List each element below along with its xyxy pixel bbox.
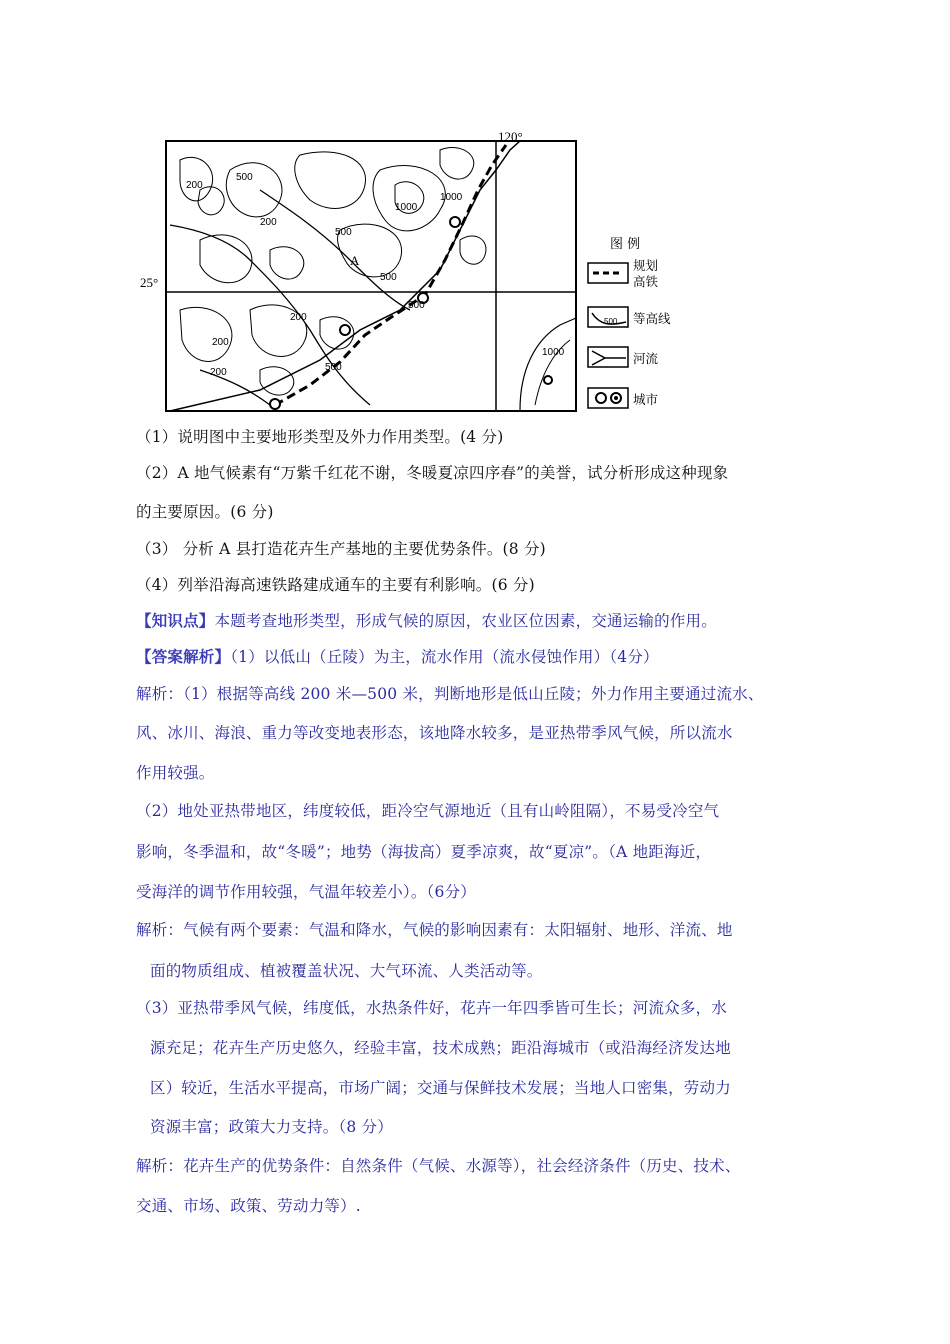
svg-text:200: 200	[186, 180, 203, 191]
legend-contour-label: 等高线	[633, 311, 671, 326]
question-2: （2）A 地气候素有“万紫千红花不谢，冬暖夏凉四序春”的美誉，试分析形成这种现象	[136, 464, 729, 482]
svg-text:200: 200	[260, 217, 277, 228]
svg-text:200: 200	[212, 337, 229, 348]
map-frame	[166, 141, 576, 411]
cities	[270, 217, 552, 409]
svg-text:500: 500	[335, 227, 352, 238]
analysis-line: 资源丰富；政策大力支持。（8 分）	[150, 1118, 393, 1136]
contour-map-figure	[140, 130, 700, 415]
legend-railway-label-1: 规划	[633, 258, 659, 273]
analysis-line: 影响，冬季温和，故“冬暖”；地势（海拔高）夏季凉爽，故“夏凉”。（A 地距海近，	[136, 843, 712, 861]
inset-coast	[520, 318, 576, 410]
analysis-line: 解析：（1）根据等高线 200 米—500 米，判断地形是低山丘陵；外力作用主要通过流水、	[136, 685, 764, 703]
knowledge-point	[136, 611, 717, 631]
answer-tag: 【答案解析】	[136, 647, 231, 666]
analysis-line: 受海洋的调节作用较强，气温年较差小）。（6分）	[136, 883, 476, 901]
analysis-line: 作用较强。	[136, 764, 215, 782]
svg-text:500: 500	[236, 172, 253, 183]
knowledge-text: 本题考查地形类型，形成气候的原因，农业区位因素，交通运输的作用。	[214, 612, 717, 630]
analysis-line: （2）地处亚热带地区，纬度较低，距冷空气源地近（且有山岭阻隔），不易受冷空气	[136, 802, 720, 820]
analysis-line: 解析：气候有两个要素：气温和降水，气候的影响因素有：太阳辐射、地形、洋流、地	[136, 921, 733, 939]
svg-text:500: 500	[380, 272, 397, 283]
svg-text:200: 200	[290, 312, 307, 323]
map-legend	[588, 237, 671, 408]
legend-contour-sample: 500	[604, 317, 618, 326]
longitude-label: 120°	[498, 130, 523, 144]
analysis-line: 交通、市场、政策、劳动力等）.	[136, 1197, 361, 1215]
answer-text: （1）以低山（丘陵）为主，流水作用（流水侵蚀作用）（4分）	[230, 648, 659, 666]
question-2-cont: 的主要原因。(6 分)	[136, 503, 274, 521]
legend-railway-label-2: 高铁	[633, 274, 659, 289]
analysis-line: 面的物质组成、植被覆盖状况、大气环流、人类活动等。	[150, 962, 543, 980]
analysis-line: 区）较近，生活水平提高，市场广阔；交通与保鲜技术发展；当地人口密集，劳动力	[150, 1079, 731, 1097]
latitude-label: 25°	[140, 275, 159, 290]
legend-city-label: 城市	[633, 392, 659, 407]
analysis-line: 风、冰川、海浪、重力等改变地表形态，该地降水较多，是亚热带季风气候，所以流水	[136, 724, 733, 742]
analysis-line: （3）亚热带季风气候，纬度低，水热条件好，花卉一年四季皆可生长；河流众多，水	[136, 999, 727, 1017]
city-icon	[596, 393, 621, 403]
answer-analysis	[136, 647, 659, 667]
svg-text:200: 200	[210, 367, 227, 378]
svg-text:1000: 1000	[395, 202, 418, 213]
svg-text:1000: 1000	[440, 192, 463, 203]
legend-title: 图 例	[610, 237, 641, 252]
contour-map-svg	[140, 130, 700, 415]
svg-text:500: 500	[408, 300, 425, 311]
question-1: （1）说明图中主要地形类型及外力作用类型。(4 分)	[136, 428, 504, 446]
svg-text:500: 500	[325, 362, 342, 373]
question-4: （4）列举沿海高速铁路建成通车的主要有利影响。(6 分)	[136, 576, 535, 594]
analysis-line: 解析：花卉生产的优势条件：自然条件（气候、水源等），社会经济条件（历史、技术、	[136, 1157, 741, 1175]
legend-river-label: 河流	[633, 351, 659, 366]
svg-text:1000: 1000	[542, 347, 565, 358]
knowledge-tag: 【知识点】	[136, 611, 215, 630]
river-icon	[592, 351, 626, 365]
question-3: （3） 分析 A 县打造花卉生产基地的主要优势条件。(8 分)	[136, 540, 546, 558]
point-a-label: A	[350, 253, 360, 268]
analysis-line: 源充足；花卉生产历史悠久，经验丰富，技术成熟；距沿海城市（或沿海经济发达地	[150, 1039, 731, 1057]
